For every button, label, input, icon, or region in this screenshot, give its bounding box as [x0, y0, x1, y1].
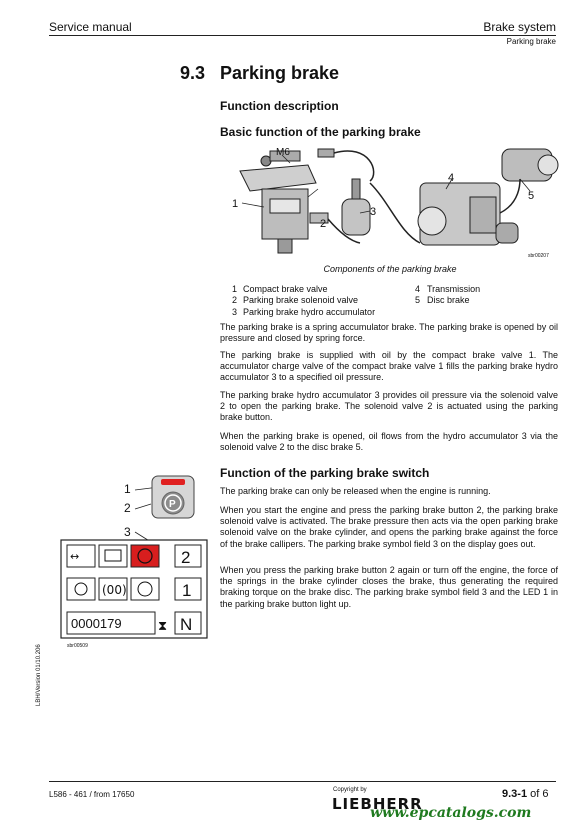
legend-number: 3 [232, 306, 238, 317]
legend-text: Transmission [427, 284, 481, 294]
panel-callout-1: 1 [124, 482, 131, 496]
legend-number: 1 [232, 284, 238, 294]
figure-callout-m6: M6 [276, 147, 290, 158]
legend-number: 2 [232, 295, 238, 306]
section-title: Parking brake [220, 63, 340, 83]
paragraph: When you start the engine and press the parking brake button 2, the parking brake solenoid valve is activated. The brake pressure then acts via the open parking brake solenoid valve on the brake cylinder, and opens the parking brake against the force of the brake callipers. The parking brake symbol field 3 on the display goes out. [220, 505, 558, 549]
paragraph: When you press the parking brake button 2 again or turn off the engine, the force of the springs in the brake cylinder closes the brake, thus generating the required braking torque on the brake disc. The parking brake symbol field 3 and the LED 1 in the parking brake button light up. [220, 565, 558, 609]
footer-rule [49, 781, 556, 782]
paragraph: The parking brake hydro accumulator 3 provides oil pressure via the solenoid valve 2 to open the parking brake. The solenoid valve 2 is actuated using the parking brake button. [220, 390, 558, 423]
figure-callout-2: 2 [320, 218, 327, 230]
figure-legend [232, 284, 552, 318]
range-number: 1 [182, 581, 192, 600]
header-rule [49, 35, 556, 36]
figure-callout-5: 5 [528, 190, 535, 202]
heading-function-description: Function description [220, 99, 339, 113]
header-subchapter: Parking brake [506, 37, 556, 46]
legend-text: Compact brake valve [243, 284, 328, 294]
footer-copyright: Copyright by [333, 787, 367, 793]
figure-callout-1: 1 [232, 198, 239, 210]
figure-callout-4: 4 [448, 172, 455, 184]
led-indicator [161, 479, 185, 485]
glow-plug-icon: (00) [102, 583, 127, 597]
panel-ref: sbr00509 [67, 643, 88, 649]
liebherr-logo: LIEBHERR [332, 795, 423, 813]
footer-model: L586 - 461 / from 17650 [49, 790, 135, 799]
panel-callout-3: 3 [124, 525, 131, 539]
parking-symbol: P [169, 499, 176, 510]
hourglass-icon: ⧗ [158, 619, 168, 634]
direction-indicator: N [180, 615, 193, 634]
figure-caption: Components of the parking brake [323, 264, 457, 274]
figure-callout-3: 3 [370, 206, 377, 218]
watermark: www.epcatalogs.com [370, 805, 532, 821]
legend-text: Disc brake [427, 295, 470, 306]
legend-row [232, 284, 552, 295]
panel-callout-2: 2 [124, 501, 131, 515]
version-note: LBH/Version 01/10.206 [36, 644, 42, 706]
legend-text: Parking brake solenoid valve [243, 295, 359, 306]
page-number [502, 788, 548, 800]
hour-meter: 0000179 [71, 616, 122, 631]
gear-number: 2 [181, 548, 191, 567]
dashboard-panel-illustration [49, 474, 217, 650]
paragraph: When the parking brake is opened, oil flows from the hydro accumulator 3 via the solenoid valve 2 to the disc brake 5. [220, 431, 558, 453]
section-number: 9.3 [180, 63, 206, 83]
paragraph: The parking brake is a spring accumulator brake. The parking brake is opened by oil pressure and closed by spring force. [220, 322, 558, 344]
parking-brake-symbol-field [131, 545, 159, 567]
legend-row [232, 295, 552, 306]
paragraph: The parking brake can only be released when the engine is running. [220, 486, 491, 496]
header-manual-title: Service manual [49, 20, 132, 34]
heading-basic-function: Basic function of the parking brake [220, 125, 421, 139]
legend-row [232, 307, 552, 318]
components-figure [220, 143, 560, 261]
page-number-total: of 6 [527, 788, 549, 800]
figure-ref: sbr00207 [528, 253, 549, 259]
legend-text: Parking brake hydro accumulator [243, 306, 376, 317]
paragraph: The parking brake is supplied with oil by the compact brake valve 1. The accumulator charge valve of the compact brake valve 1 fills the parking brake hydro accumulator 3 to a specified oil pressure. [220, 350, 558, 383]
legend-number: 5 [415, 295, 421, 306]
header-chapter-title: Brake system [483, 20, 556, 34]
direction-arrows-icon: ↔ [70, 550, 80, 563]
heading-switch-function: Function of the parking brake switch [220, 466, 430, 480]
page-number-main: 9.3-1 [502, 788, 528, 800]
legend-number: 4 [415, 284, 421, 294]
